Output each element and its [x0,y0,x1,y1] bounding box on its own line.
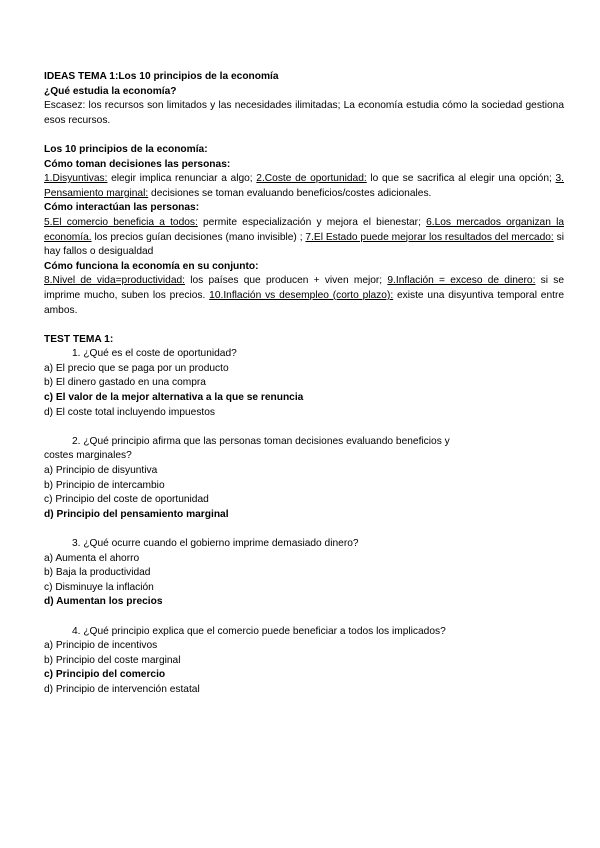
principle-1-text: elegir implica renunciar a algo; [107,173,257,185]
spacer [44,420,564,435]
ideas-question: ¿Qué estudia la economía? [44,85,177,97]
q2-option-a: a) Principio de disyuntiva [44,465,158,477]
principle-6-text: los precios guían decisiones (mano invisible) ; [91,231,306,243]
principle-5-text: permite especialización y mejora el bienestar; [197,216,427,228]
ideas-answer: Escasez: los recursos son limitados y las necesidades ilimitadas; La economía estudia cómo la sociedad gestiona esos recursos. [44,100,564,126]
group3-heading: Cómo funciona la economía en su conjunto: [44,260,259,272]
principles-heading: Los 10 principios de la economía: [44,143,208,155]
q4-question: 4. ¿Qué principio explica que el comercio puede beneficiar a todos los implicados? [72,625,446,637]
principle-7-label: 7.El Estado puede mejorar los resultados del mercado: [305,231,554,243]
q4-option-a: a) Principio de incentivos [44,640,158,652]
q3-option-b: b) Baja la productividad [44,567,151,579]
q1-option-a: a) El precio que se paga por un producto [44,362,229,374]
principle-8-label: 8.Nivel de vida=productividad: [44,275,185,287]
group1-heading: Cómo toman decisiones las personas: [44,158,231,170]
test-title: TEST TEMA 1: [44,333,114,345]
q3-question: 3. ¿Qué ocurre cuando el gobierno imprime demasiado dinero? [72,538,359,549]
spacer [44,128,564,143]
principle-3-label: 3. Pensamiento marginal: [44,173,565,199]
group2-text [44,216,564,260]
q1-question: 1. ¿Qué es el coste de oportunidad? [72,348,237,360]
q1-option-d: d) El coste total incluyendo impuestos [44,406,216,418]
principle-7-text: si hay fallos o desigualdad [44,231,564,258]
q4-option-c-correct: c) Principio del comercio [44,669,166,681]
principle-2-text: lo que se sacrifica al elegir una opción; [366,173,556,185]
principle-6-label: 6.Los mercados organizan la economía. [44,216,564,243]
q2-option-b: b) Principio de intercambio [44,479,165,491]
q3-option-d-correct: d) Aumentan los precios [44,596,163,608]
q1-option-c-correct: c) El valor de la mejor alternativa a la que se renuncia [44,392,304,404]
principle-10-label: 10.Inflación vs desempleo (corto plazo): [209,289,394,301]
group2-heading: Cómo interactúan las personas: [44,202,200,214]
q3-option-c: c) Disminuye la inflación [44,581,154,593]
principle-2-label: 2.Coste de oportunidad: [256,173,367,185]
principle-9-label: 9.Inflación = exceso de dinero: [387,275,536,287]
q3-option-a: a) Aumenta el ahorro [44,552,140,564]
spacer [44,610,564,625]
ideas-title: IDEAS TEMA 1:Los 10 principios de la economía [44,71,279,82]
document-body [44,70,564,698]
q1-option-b: b) El dinero gastado en una compra [44,377,206,389]
principle-5-label: 5.El comercio beneficia a todos: [44,216,198,228]
q2-question-line2: costes marginales? [44,450,132,462]
spacer [44,318,564,333]
principle-8-text: los países que producen + viven mejor; [185,275,388,287]
group3-text [44,274,564,318]
principle-1-label: 1.Disyuntivas: [44,173,108,185]
group1-text [44,172,564,201]
spacer [44,522,564,537]
q4-option-d: d) Principio de intervención estatal [44,683,200,695]
principle-10-text: existe una disyuntiva temporal entre ambos. [44,289,565,316]
principle-9-text: si se imprime mucho, suben los precios. [44,275,565,301]
q2-question-line1: 2. ¿Qué principio afirma que las personas toman decisiones evaluando beneficios y [72,435,450,447]
q4-option-b: b) Principio del coste marginal [44,654,181,666]
q2-option-d-correct: d) Principio del pensamiento marginal [44,508,229,520]
q2-option-c: c) Principio del coste de oportunidad [44,494,209,506]
principle-3-text: decisiones se toman evaluando beneficios/costes adicionales. [148,187,432,199]
